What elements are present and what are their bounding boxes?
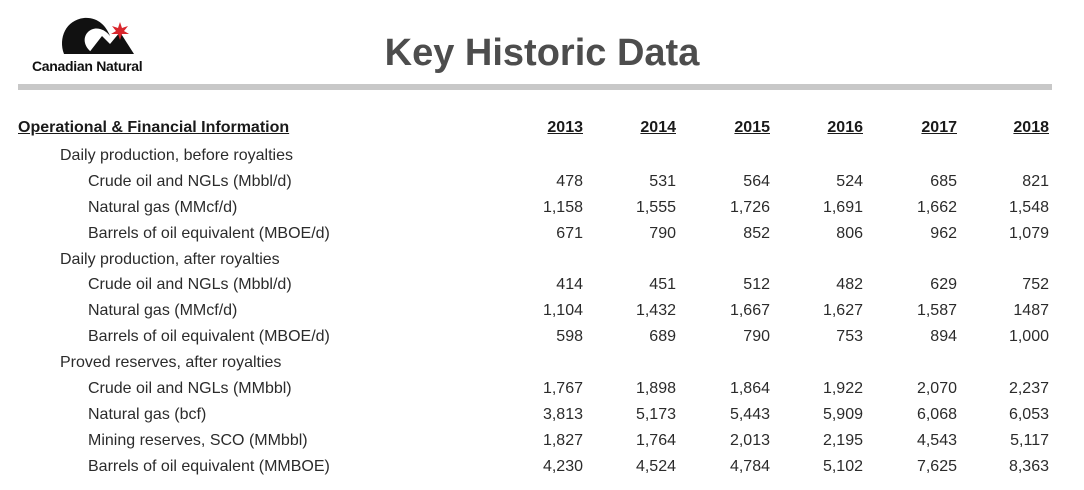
value-cell: 806 bbox=[836, 224, 863, 242]
value-cell: 7,625 bbox=[916, 457, 957, 475]
value-cell: 512 bbox=[743, 276, 770, 294]
section-label: Daily production, before royalties bbox=[60, 147, 294, 164]
value-cell: 1,691 bbox=[822, 198, 863, 216]
value-cell: 1,627 bbox=[822, 302, 863, 320]
value-cell: 564 bbox=[743, 172, 770, 190]
value-cell: 5,909 bbox=[822, 405, 863, 423]
value-cell: 1,104 bbox=[542, 302, 583, 320]
value-cell: 753 bbox=[836, 328, 863, 346]
value-cell: 4,230 bbox=[542, 457, 583, 475]
value-cell: 6,068 bbox=[916, 405, 957, 423]
row-label: Mining reserves, SCO (MMbbl) bbox=[88, 431, 308, 449]
table-row bbox=[18, 298, 1052, 324]
row-label: Natural gas (MMcf/d) bbox=[88, 198, 238, 216]
value-cell: 1,555 bbox=[635, 198, 676, 216]
row-label: Barrels of oil equivalent (MMBOE) bbox=[88, 457, 330, 475]
value-cell: 598 bbox=[556, 328, 583, 346]
value-cell: 1,662 bbox=[916, 198, 957, 216]
row-label: Crude oil and NGLs (Mbbl/d) bbox=[88, 172, 292, 190]
value-cell: 1,764 bbox=[635, 431, 676, 449]
row-label: Natural gas (bcf) bbox=[88, 405, 207, 423]
value-cell: 4,524 bbox=[635, 457, 676, 475]
row-label: Crude oil and NGLs (Mbbl/d) bbox=[88, 276, 292, 294]
table-row bbox=[18, 454, 1052, 480]
value-cell: 1,922 bbox=[822, 380, 863, 398]
table-header-row bbox=[18, 113, 1052, 143]
table-section-row bbox=[18, 143, 1052, 169]
year-header: 2013 bbox=[547, 119, 583, 136]
value-cell: 5,173 bbox=[635, 405, 676, 423]
value-cell: 1,898 bbox=[635, 380, 676, 398]
value-cell: 4,784 bbox=[729, 457, 770, 475]
value-cell: 2,237 bbox=[1008, 380, 1049, 398]
value-cell: 3,813 bbox=[542, 405, 583, 423]
value-cell: 2,070 bbox=[916, 380, 957, 398]
value-cell: 894 bbox=[930, 328, 957, 346]
value-cell: 852 bbox=[743, 224, 770, 242]
value-cell: 1,079 bbox=[1008, 224, 1049, 242]
value-cell: 524 bbox=[836, 172, 863, 190]
table-row bbox=[18, 272, 1052, 298]
row-label: Natural gas (MMcf/d) bbox=[88, 302, 238, 320]
row-label: Crude oil and NGLs (MMbbl) bbox=[88, 380, 292, 398]
year-header: 2014 bbox=[640, 119, 676, 136]
title-divider bbox=[18, 84, 1052, 90]
value-cell: 1,548 bbox=[1008, 198, 1049, 216]
table-row bbox=[18, 324, 1052, 350]
value-cell: 2,013 bbox=[729, 431, 770, 449]
table-section-row bbox=[18, 350, 1052, 376]
value-cell: 1,864 bbox=[729, 380, 770, 398]
value-cell: 482 bbox=[836, 276, 863, 294]
value-cell: 1,587 bbox=[916, 302, 957, 320]
value-cell: 962 bbox=[930, 224, 957, 242]
value-cell: 5,102 bbox=[822, 457, 863, 475]
page-title: Key Historic Data bbox=[384, 32, 700, 74]
value-cell: 821 bbox=[1022, 172, 1049, 190]
year-header: 2015 bbox=[734, 119, 770, 136]
year-header: 2016 bbox=[827, 119, 863, 136]
value-cell: 5,117 bbox=[1010, 431, 1049, 449]
logo-wordmark: Canadian Natural bbox=[32, 58, 143, 74]
value-cell: 414 bbox=[556, 276, 583, 294]
value-cell: 685 bbox=[930, 172, 957, 190]
value-cell: 689 bbox=[649, 328, 676, 346]
section-label: Daily production, after royalties bbox=[60, 250, 280, 268]
table-row bbox=[18, 428, 1052, 454]
value-cell: 1,432 bbox=[635, 302, 676, 320]
value-cell: 1,667 bbox=[729, 302, 770, 320]
table-row bbox=[18, 169, 1052, 195]
value-cell: 752 bbox=[1022, 276, 1049, 294]
table-row bbox=[18, 402, 1052, 428]
value-cell: 1,827 bbox=[542, 431, 583, 449]
value-cell: 671 bbox=[556, 224, 583, 242]
value-cell: 790 bbox=[649, 224, 676, 242]
row-label: Barrels of oil equivalent (MBOE/d) bbox=[88, 328, 330, 346]
table-row bbox=[18, 376, 1052, 402]
year-header: 2017 bbox=[921, 119, 957, 136]
year-header: 2018 bbox=[1013, 119, 1049, 136]
value-cell: 1,767 bbox=[542, 380, 583, 398]
value-cell: 8,363 bbox=[1008, 457, 1049, 475]
value-cell: 1,000 bbox=[1008, 328, 1049, 346]
value-cell: 629 bbox=[930, 276, 957, 294]
value-cell: 2,195 bbox=[822, 431, 863, 449]
value-cell: 5,443 bbox=[729, 405, 770, 423]
value-cell: 1487 bbox=[1013, 302, 1049, 320]
value-cell: 1,158 bbox=[542, 198, 583, 216]
section-label: Proved reserves, after royalties bbox=[60, 354, 282, 372]
value-cell: 531 bbox=[649, 172, 676, 190]
table-header-label: Operational & Financial Information bbox=[18, 119, 290, 136]
row-label: Barrels of oil equivalent (MBOE/d) bbox=[88, 224, 330, 242]
table-row bbox=[18, 221, 1052, 247]
table-section-row bbox=[18, 247, 1052, 273]
value-cell: 4,543 bbox=[916, 431, 957, 449]
value-cell: 790 bbox=[743, 328, 770, 346]
historic-data-table bbox=[18, 113, 1052, 480]
value-cell: 6,053 bbox=[1008, 405, 1049, 423]
value-cell: 1,726 bbox=[729, 198, 770, 216]
value-cell: 478 bbox=[556, 172, 583, 190]
value-cell: 451 bbox=[649, 276, 676, 294]
table-row bbox=[18, 195, 1052, 221]
